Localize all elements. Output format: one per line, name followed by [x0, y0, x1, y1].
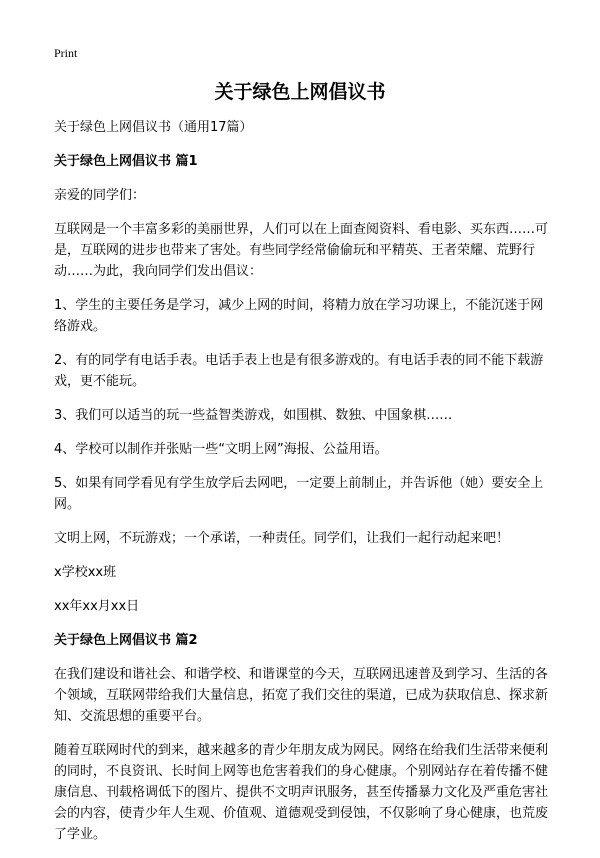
paragraph: 3、我们可以适当的玩一些益智类游戏，如围棋、数独、中国象棋……	[54, 408, 453, 423]
paragraph: 2、有的同学有电话手表。电话手表上也是有很多游戏的。有电话手表的同不能下载游戏，更不能玩。	[54, 353, 544, 389]
section-2	[54, 630, 554, 845]
section-1	[54, 151, 554, 617]
paragraph: 随着互联网时代的到来，越来越多的青少年朋友成为网民。网络在给我们生活带来便利的同时，不良资讯、长时间上网等也危害着我们的身心健康。个别网站存在着传播不健康信息、刊载格调低下的图片、提供不文明声讯服务，甚至传播暴力文化及严重危害社会的内容，使青少年人生观、价值观、道德观受到侵蚀，不仅影响了身心健康，也荒废了学业。	[54, 743, 549, 842]
document-body	[54, 117, 554, 858]
paragraph: 在我们建设和谐社会、和谐学校、和谐课堂的今天，互联网迅速普及到学习、生活的各个领域，互联网带给我们大量信息，拓宽了我们交往的渠道，已成为获取信息、探求新知、交流思想的重要平台。	[54, 667, 549, 724]
print-link[interactable]: Print	[54, 46, 78, 60]
document-title: 关于绿色上网倡议书	[214, 81, 386, 103]
section-heading: 关于绿色上网倡议书 篇1	[54, 154, 198, 169]
paragraph: 文明上网，不玩游戏；一个承诺，一种责任。同学们，让我们一起行动起来吧！	[54, 531, 510, 546]
signature-class: x学校xx班	[54, 565, 117, 580]
paragraph: 1、学生的主要任务是学习，减少上网的时间，将精力放在学习功课上，不能沉迷于网络游戏。	[54, 298, 544, 334]
paragraph: 亲爱的同学们：	[54, 188, 146, 203]
paragraph: 互联网是一个丰富多彩的美丽世界，人们可以在上面查阅资料、看电影、买东西……可是，互联网的进步也带来了害处。有些同学经常偷偷玩和平精英、王者荣耀、荒野行动……为此，我向同学们发出倡议：	[54, 222, 549, 279]
section-heading: 关于绿色上网倡议书 篇2	[54, 633, 198, 648]
paragraph: 5、如果有同学看见有学生放学后去网吧，一定要上前制止，并告诉他（她）要安全上网。	[54, 476, 544, 512]
paragraph: 4、学校可以制作并张贴一些“文明上网”海报、公益用语。	[54, 442, 388, 457]
signature-date: xx年xx月xx日	[54, 599, 140, 614]
document-subtitle: 关于绿色上网倡议书（通用17篇）	[54, 120, 253, 135]
